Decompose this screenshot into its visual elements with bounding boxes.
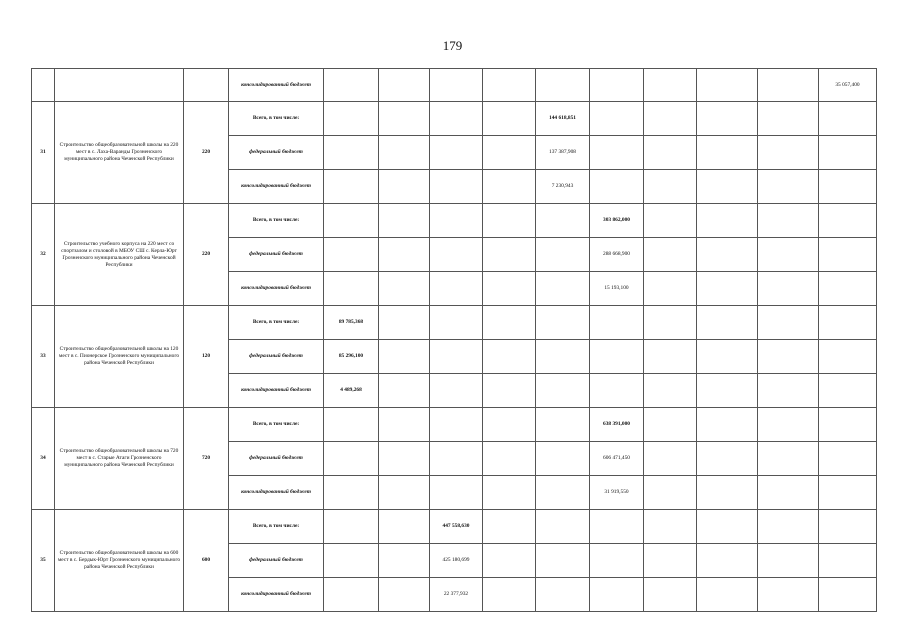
cell-empty — [644, 136, 697, 170]
cell-amount: 447 558,630 — [430, 510, 483, 544]
cell-empty — [590, 510, 644, 544]
cell-empty — [379, 136, 430, 170]
cell-empty — [697, 170, 758, 204]
cell-empty — [379, 408, 430, 442]
cell-budget-type: федеральный бюджет — [229, 136, 324, 170]
cell-empty — [590, 170, 644, 204]
cell-empty — [483, 102, 536, 136]
cell-capacity: 720 — [184, 408, 229, 510]
cell-empty — [819, 340, 877, 374]
cell-budget-type: консолидированный бюджет — [229, 170, 324, 204]
cell-capacity: 220 — [184, 204, 229, 306]
cell-empty — [819, 306, 877, 340]
cell-empty — [324, 69, 379, 102]
cell-empty — [536, 510, 590, 544]
cell-budget-type: консолидированный бюджет — [229, 69, 324, 102]
cell-empty — [697, 408, 758, 442]
cell-amount: 35 057,400 — [819, 69, 877, 102]
cell-empty — [430, 102, 483, 136]
cell-amount: 144 618,851 — [536, 102, 590, 136]
cell-empty — [697, 272, 758, 306]
cell-empty — [819, 272, 877, 306]
cell-empty — [644, 510, 697, 544]
table-row — [32, 102, 877, 136]
cell-empty — [483, 340, 536, 374]
cell-empty — [819, 204, 877, 238]
cell-empty — [379, 204, 430, 238]
cell-empty — [430, 272, 483, 306]
cell-empty — [483, 442, 536, 476]
cell-empty — [758, 578, 819, 612]
cell-amount: 638 391,000 — [590, 408, 644, 442]
cell-empty — [758, 340, 819, 374]
cell-empty — [536, 442, 590, 476]
cell-empty — [324, 544, 379, 578]
cell-empty — [758, 306, 819, 340]
cell-empty — [758, 238, 819, 272]
cell-empty — [644, 238, 697, 272]
cell-empty — [758, 136, 819, 170]
cell-budget-type: консолидированный бюджет — [229, 578, 324, 612]
cell-empty — [536, 408, 590, 442]
cell-capacity — [184, 69, 229, 102]
cell-empty — [324, 102, 379, 136]
cell-empty — [379, 476, 430, 510]
cell-empty — [536, 306, 590, 340]
cell-budget-type: Всего, в том числе: — [229, 306, 324, 340]
cell-empty — [819, 442, 877, 476]
cell-empty — [324, 408, 379, 442]
cell-budget-type: федеральный бюджет — [229, 442, 324, 476]
cell-budget-type: федеральный бюджет — [229, 238, 324, 272]
cell-budget-type: Всего, в том числе: — [229, 408, 324, 442]
cell-empty — [819, 102, 877, 136]
cell-empty — [644, 476, 697, 510]
cell-empty — [483, 69, 536, 102]
cell-empty — [697, 578, 758, 612]
cell-empty — [644, 102, 697, 136]
cell-empty — [758, 544, 819, 578]
cell-empty — [536, 340, 590, 374]
cell-amount: 303 862,000 — [590, 204, 644, 238]
cell-empty — [590, 544, 644, 578]
cell-empty — [483, 578, 536, 612]
cell-empty — [758, 510, 819, 544]
cell-empty — [758, 272, 819, 306]
cell-empty — [644, 374, 697, 408]
cell-empty — [324, 204, 379, 238]
table-row — [32, 69, 877, 102]
cell-empty — [324, 476, 379, 510]
cell-project-name — [55, 69, 184, 102]
cell-number: 34 — [32, 408, 55, 510]
cell-empty — [483, 136, 536, 170]
cell-empty — [590, 136, 644, 170]
cell-empty — [697, 340, 758, 374]
cell-empty — [379, 306, 430, 340]
cell-capacity: 120 — [184, 306, 229, 408]
cell-empty — [379, 578, 430, 612]
cell-empty — [758, 170, 819, 204]
cell-amount: 137 387,908 — [536, 136, 590, 170]
cell-empty — [430, 476, 483, 510]
cell-amount: 4 489,268 — [324, 374, 379, 408]
cell-empty — [819, 408, 877, 442]
cell-empty — [324, 510, 379, 544]
budget-table — [31, 68, 877, 612]
cell-empty — [430, 306, 483, 340]
cell-empty — [819, 170, 877, 204]
cell-empty — [697, 238, 758, 272]
cell-empty — [483, 306, 536, 340]
cell-empty — [819, 238, 877, 272]
cell-empty — [697, 442, 758, 476]
cell-empty — [697, 69, 758, 102]
cell-amount: 425 180,699 — [430, 544, 483, 578]
cell-budget-type: федеральный бюджет — [229, 340, 324, 374]
cell-empty — [483, 238, 536, 272]
cell-empty — [819, 476, 877, 510]
cell-project-name: Строительство общеобразовательной школы на 220 мест в с. Лаха-Варанды Грозненского муниципального района Чеченской Республики — [55, 102, 184, 204]
cell-empty — [430, 408, 483, 442]
cell-budget-type: федеральный бюджет — [229, 544, 324, 578]
cell-empty — [536, 374, 590, 408]
cell-empty — [483, 374, 536, 408]
cell-empty — [379, 442, 430, 476]
cell-number: 32 — [32, 204, 55, 306]
cell-empty — [379, 170, 430, 204]
cell-empty — [430, 374, 483, 408]
cell-empty — [758, 204, 819, 238]
cell-budget-type: Всего, в том числе: — [229, 204, 324, 238]
cell-project-name: Строительство учебного корпуса на 220 мест со спортзалом и столовой в МБОУ СШ с. Керла-Юрт Грозненского муниципального района Чеченской Республики — [55, 204, 184, 306]
cell-empty — [379, 510, 430, 544]
cell-amount: 89 785,368 — [324, 306, 379, 340]
cell-empty — [644, 204, 697, 238]
cell-project-name: Строительство общеобразовательной школы на 120 мест в с. Пионерское Грозненского муниципального района Чеченской Республики — [55, 306, 184, 408]
cell-number: 35 — [32, 510, 55, 612]
cell-empty — [758, 442, 819, 476]
cell-empty — [758, 102, 819, 136]
cell-empty — [430, 442, 483, 476]
cell-empty — [430, 136, 483, 170]
cell-amount: 288 668,900 — [590, 238, 644, 272]
cell-empty — [430, 170, 483, 204]
cell-empty — [697, 544, 758, 578]
cell-empty — [644, 442, 697, 476]
cell-capacity: 600 — [184, 510, 229, 612]
cell-empty — [536, 476, 590, 510]
cell-empty — [483, 544, 536, 578]
cell-number — [32, 69, 55, 102]
cell-amount: 7 230,943 — [536, 170, 590, 204]
cell-empty — [590, 306, 644, 340]
cell-budget-type: консолидированный бюджет — [229, 272, 324, 306]
cell-empty — [324, 442, 379, 476]
cell-empty — [590, 102, 644, 136]
cell-empty — [697, 306, 758, 340]
cell-number: 33 — [32, 306, 55, 408]
cell-empty — [697, 374, 758, 408]
cell-empty — [483, 510, 536, 544]
table-row — [32, 204, 877, 238]
cell-amount: 606 471,450 — [590, 442, 644, 476]
cell-empty — [644, 340, 697, 374]
cell-empty — [379, 340, 430, 374]
cell-empty — [590, 578, 644, 612]
cell-empty — [379, 374, 430, 408]
cell-empty — [324, 272, 379, 306]
cell-empty — [697, 136, 758, 170]
cell-empty — [536, 544, 590, 578]
cell-amount: 31 919,550 — [590, 476, 644, 510]
cell-empty — [379, 544, 430, 578]
cell-empty — [379, 272, 430, 306]
cell-empty — [379, 238, 430, 272]
table-row — [32, 510, 877, 544]
cell-empty — [324, 136, 379, 170]
cell-empty — [483, 170, 536, 204]
cell-empty — [644, 578, 697, 612]
cell-empty — [644, 69, 697, 102]
cell-amount: 15 193,100 — [590, 272, 644, 306]
cell-empty — [324, 170, 379, 204]
cell-empty — [590, 340, 644, 374]
cell-empty — [758, 476, 819, 510]
table-row — [32, 306, 877, 340]
cell-empty — [536, 578, 590, 612]
cell-empty — [590, 374, 644, 408]
cell-empty — [483, 272, 536, 306]
cell-empty — [758, 408, 819, 442]
cell-empty — [819, 136, 877, 170]
cell-empty — [590, 69, 644, 102]
cell-empty — [324, 238, 379, 272]
cell-empty — [819, 374, 877, 408]
cell-empty — [819, 578, 877, 612]
table-row — [32, 408, 877, 442]
cell-empty — [324, 578, 379, 612]
page-number: 179 — [442, 38, 463, 53]
cell-empty — [379, 102, 430, 136]
cell-empty — [819, 510, 877, 544]
cell-budget-type: Всего, в том числе: — [229, 102, 324, 136]
cell-project-name: Строительство общеобразовательной школы на 600 мест в с. Бердык-Юрт Грозненского муниципального района Чеченской Республики — [55, 510, 184, 612]
cell-empty — [483, 204, 536, 238]
cell-empty — [536, 69, 590, 102]
cell-empty — [758, 374, 819, 408]
cell-empty — [644, 408, 697, 442]
cell-number: 31 — [32, 102, 55, 204]
cell-budget-type: консолидированный бюджет — [229, 374, 324, 408]
cell-empty — [536, 204, 590, 238]
cell-empty — [379, 69, 430, 102]
cell-empty — [536, 238, 590, 272]
cell-empty — [758, 69, 819, 102]
cell-empty — [483, 408, 536, 442]
cell-empty — [644, 544, 697, 578]
cell-empty — [430, 238, 483, 272]
cell-project-name: Строительство общеобразовательной школы на 720 мест в с. Старые Атаги Грозненского муниципального района Чеченской Республики — [55, 408, 184, 510]
cell-empty — [430, 340, 483, 374]
cell-amount: 85 296,100 — [324, 340, 379, 374]
cell-empty — [430, 204, 483, 238]
cell-amount: 22 377,932 — [430, 578, 483, 612]
cell-budget-type: Всего, в том числе: — [229, 510, 324, 544]
cell-empty — [483, 476, 536, 510]
cell-capacity: 220 — [184, 102, 229, 204]
cell-empty — [430, 69, 483, 102]
cell-empty — [697, 204, 758, 238]
cell-empty — [644, 272, 697, 306]
cell-empty — [819, 544, 877, 578]
cell-empty — [697, 510, 758, 544]
cell-empty — [697, 476, 758, 510]
cell-empty — [536, 272, 590, 306]
cell-empty — [697, 102, 758, 136]
cell-empty — [644, 306, 697, 340]
cell-budget-type: консолидированный бюджет — [229, 476, 324, 510]
cell-empty — [644, 170, 697, 204]
